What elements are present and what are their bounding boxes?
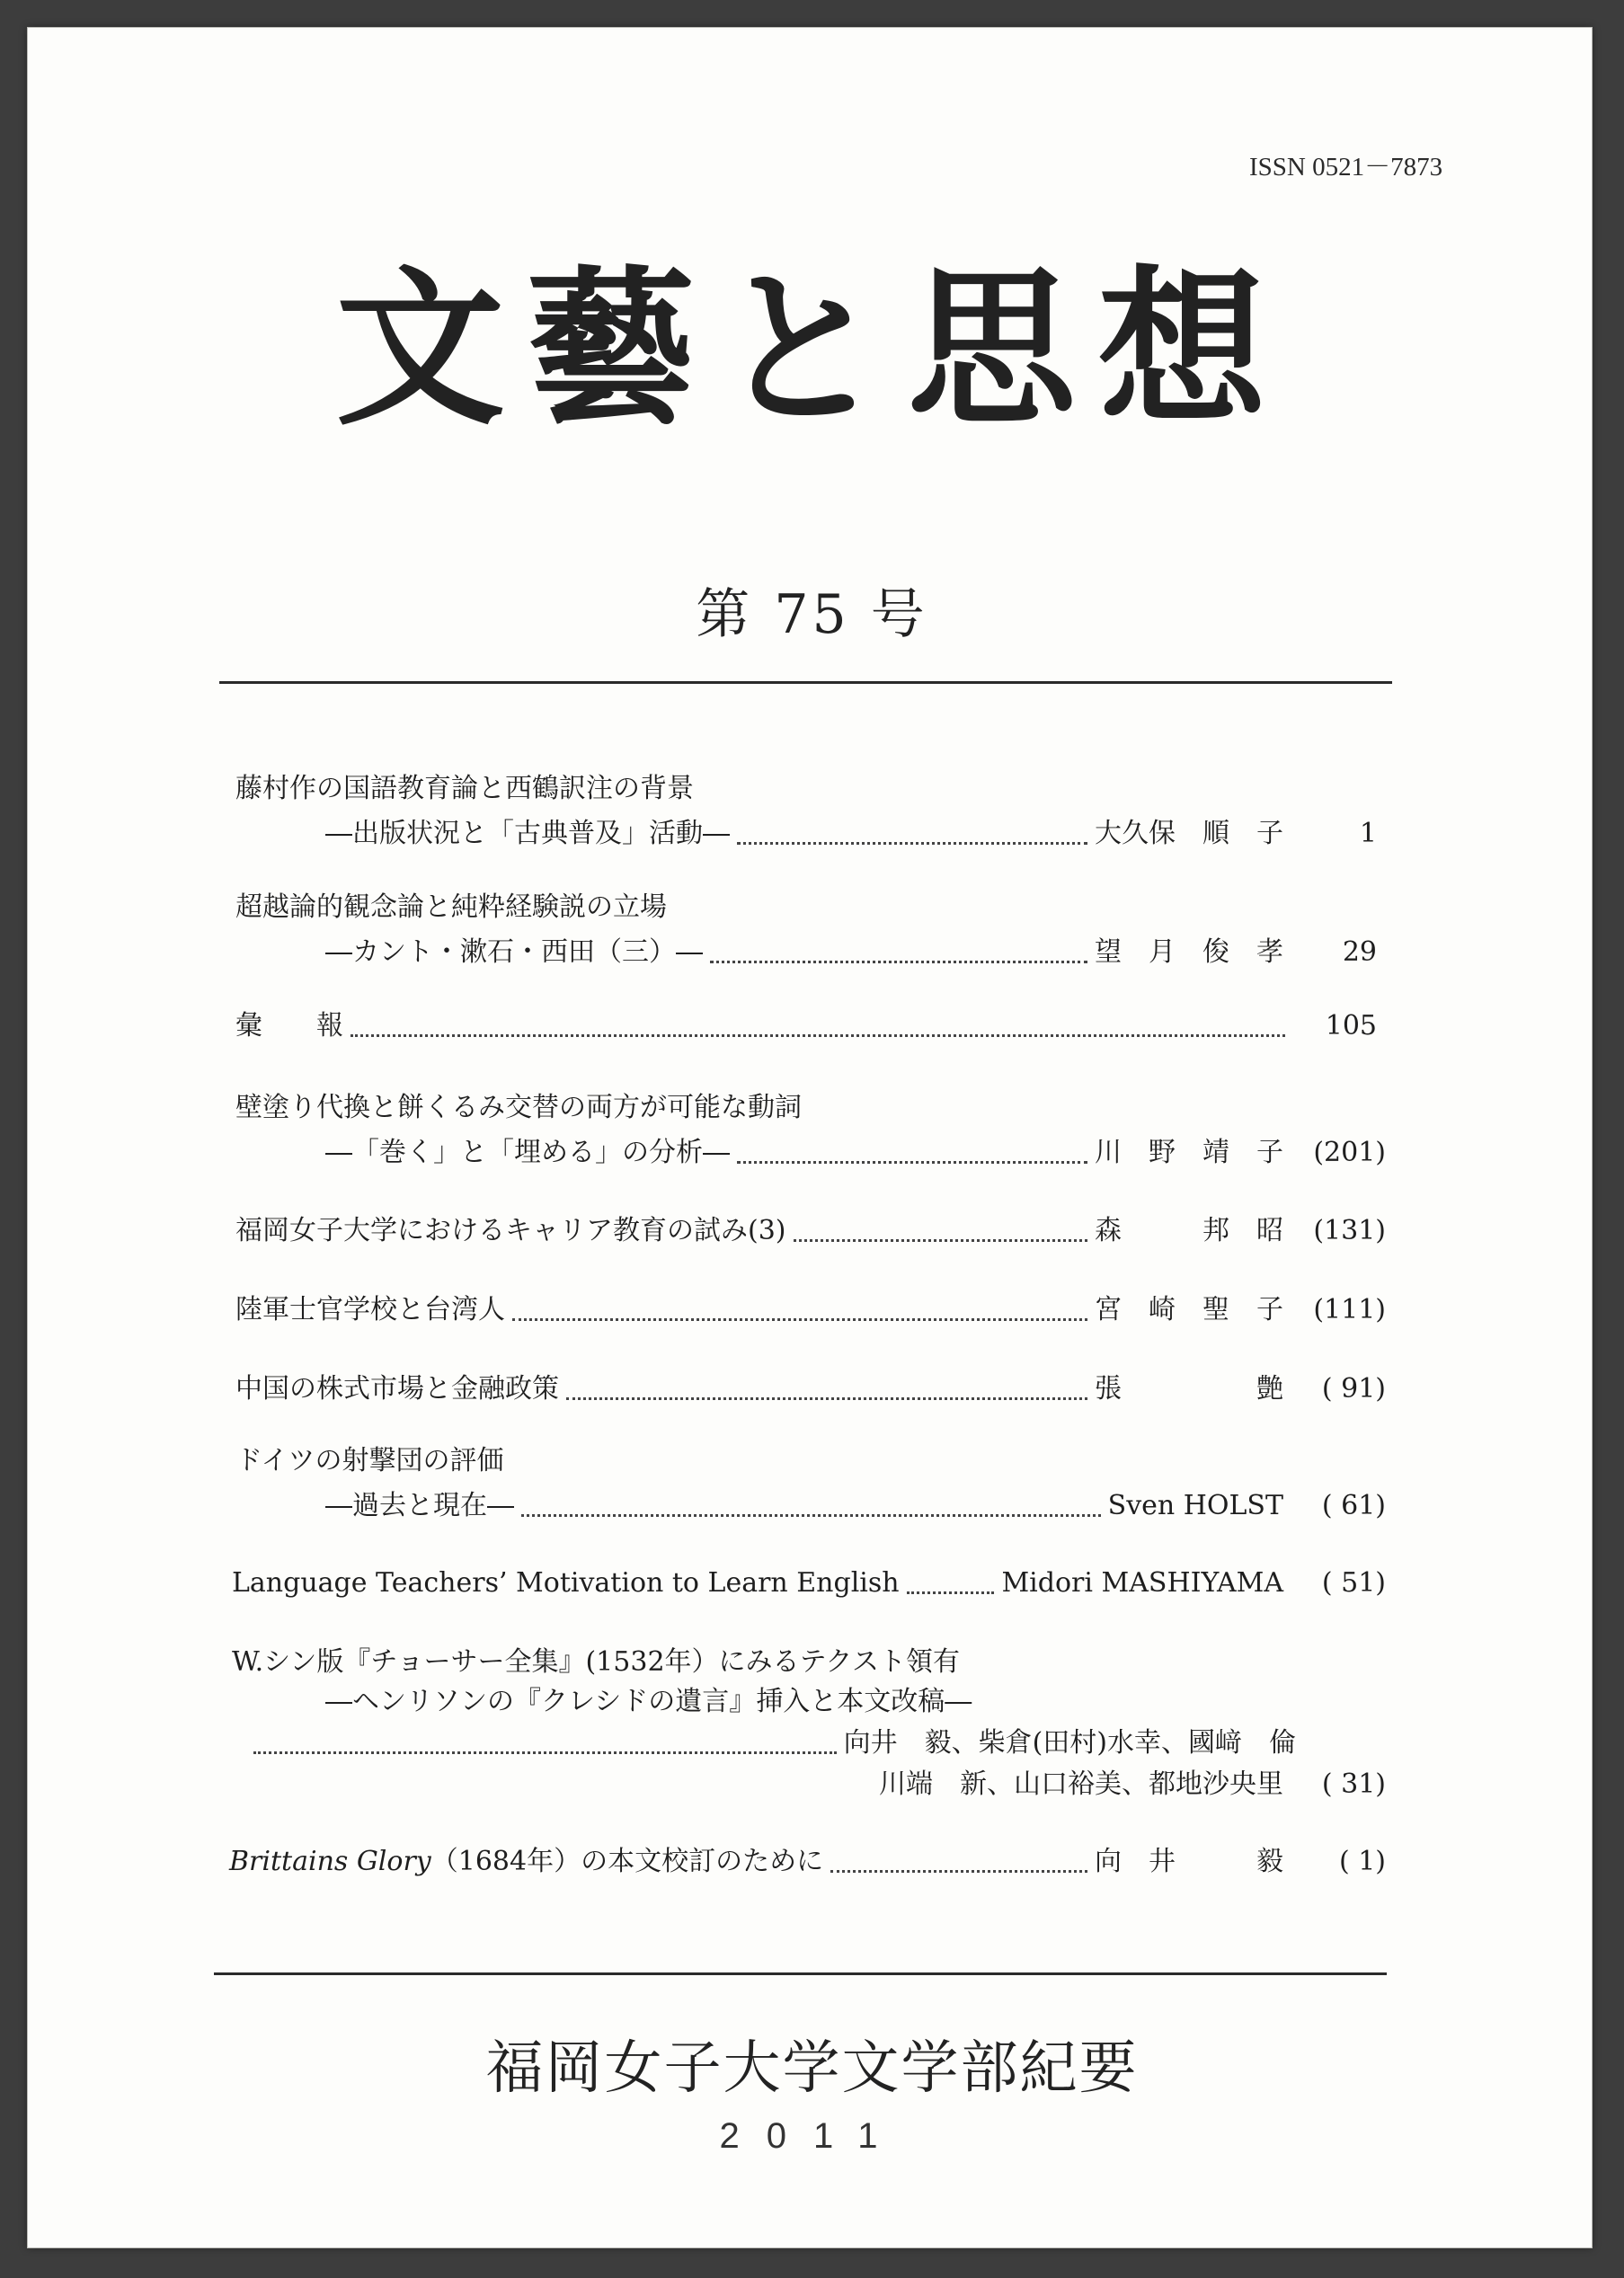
toc-entry-10-subtitle: ―ヘンリソンの『クレシドの遺言』挿入と本文改稿―	[325, 1686, 972, 1717]
dot-leader	[253, 1751, 837, 1754]
toc-entry-11-page: ( 1)	[1338, 1846, 1386, 1877]
toc-entry-1-subtitle: ―出版状況と「古典普及」活動―	[325, 818, 730, 849]
toc-entry-9-page: ( 51)	[1321, 1567, 1386, 1599]
toc-entry-8-title: ドイツの射撃団の評価	[235, 1445, 504, 1476]
publisher-name: 福岡女子大学文学部紀要	[485, 2035, 1139, 2102]
toc-entry-5-line	[235, 1213, 1386, 1249]
toc-entry-10-line	[253, 1725, 1296, 1761]
dot-leader	[710, 961, 1087, 963]
toc-entry-9-title: Language Teachers’ Motivation to Learn English	[232, 1567, 900, 1599]
dot-leader	[737, 842, 1087, 845]
toc-entry-3-page: 105	[1325, 1010, 1377, 1041]
toc-entry-3-title: 彙 報	[235, 1010, 343, 1041]
toc-entry-10-page: ( 31)	[1321, 1768, 1386, 1800]
dot-leader	[351, 1034, 1285, 1037]
toc-entry-10-title: W.シン版『チョーサー全集』(1532年）にみるテクスト領有	[232, 1646, 961, 1678]
toc-entry-10-line-2	[847, 1767, 1386, 1803]
toc-entry-10-authors-2: 川端 新、山口裕美、都地沙央里	[879, 1768, 1283, 1800]
toc-entry-2-author: 望 月 俊 孝	[1095, 936, 1283, 968]
dot-leader	[521, 1514, 1101, 1517]
toc-entry-4-author: 川 野 靖 子	[1095, 1137, 1283, 1168]
toc-entry-6-author: 宮 崎 聖 子	[1095, 1294, 1283, 1325]
toc-entry-2-subtitle: ―カント・漱石・西田（三）―	[325, 936, 703, 968]
toc-entry-7-author: 張 艶	[1095, 1373, 1283, 1405]
bottom-rule	[214, 1972, 1387, 1975]
toc-entry-8-line	[325, 1488, 1386, 1524]
toc-entry-7-title: 中国の株式市場と金融政策	[235, 1373, 559, 1405]
toc-entry-1-title: 藤村作の国語教育論と西鶴訳注の背景	[235, 773, 694, 804]
dot-leader	[512, 1318, 1087, 1321]
toc-entry-2-line	[325, 935, 1377, 971]
top-rule	[219, 681, 1392, 684]
dot-leader	[830, 1870, 1087, 1873]
toc-entry-4-page: (201)	[1313, 1137, 1386, 1168]
toc-entry-8-author: Sven HOLST	[1107, 1490, 1283, 1521]
issue-number: 第 75 号	[696, 583, 928, 646]
toc-entry-5-title: 福岡女子大学におけるキャリア教育の試み(3)	[235, 1215, 786, 1246]
toc-entry-8-subtitle: ―過去と現在―	[325, 1490, 514, 1521]
toc-entry-6-line	[235, 1292, 1386, 1328]
dot-leader	[737, 1161, 1087, 1164]
toc-entry-3-line	[235, 1008, 1377, 1044]
toc-entry-10-authors-1: 向井 毅、柴倉(田村)水幸、國﨑 倫	[843, 1727, 1296, 1759]
dot-leader	[566, 1397, 1087, 1400]
toc-entry-9-author: Midori MASHIYAMA	[1001, 1567, 1283, 1599]
toc-entry-11-title: （1684年）の本文校訂のために	[430, 1846, 824, 1877]
issn-number: ISSN 0521－7873	[1249, 153, 1443, 182]
toc-entry-11-author: 向 井 毅	[1095, 1846, 1283, 1877]
dot-leader	[907, 1591, 995, 1594]
toc-entry-2-page: 29	[1342, 936, 1377, 968]
toc-entry-7-line	[235, 1371, 1386, 1407]
toc-entry-4-title: 壁塗り代換と餅くるみ交替の両方が可能な動詞	[235, 1092, 802, 1123]
toc-entry-4-line	[325, 1135, 1386, 1171]
journal-title: 文藝と思想	[335, 252, 1289, 448]
toc-entry-6-page: (111)	[1313, 1294, 1386, 1325]
toc-entry-1-page: 1	[1359, 818, 1377, 849]
toc-entry-1-author: 大久保 順 子	[1095, 818, 1283, 849]
toc-entry-1-line	[325, 816, 1377, 852]
toc-entry-9-line	[232, 1565, 1386, 1601]
toc-entry-11-title-italic: Brittains Glory	[229, 1846, 431, 1877]
toc-entry-6-title: 陸軍士官学校と台湾人	[235, 1294, 505, 1325]
toc-entry-5-page: (131)	[1313, 1215, 1386, 1246]
dot-leader	[794, 1239, 1088, 1242]
toc-entry-2-title: 超越論的観念論と純粋経験説の立場	[235, 891, 667, 923]
toc-entry-11-line	[229, 1844, 1386, 1880]
toc-entry-8-page: ( 61)	[1321, 1490, 1386, 1521]
publication-year: 2011	[719, 2116, 905, 2156]
toc-entry-5-author: 森 邦 昭	[1095, 1215, 1283, 1246]
toc-entry-4-subtitle: ―「巻く」と「埋める」の分析―	[325, 1137, 730, 1168]
toc-entry-7-page: ( 91)	[1321, 1373, 1386, 1405]
